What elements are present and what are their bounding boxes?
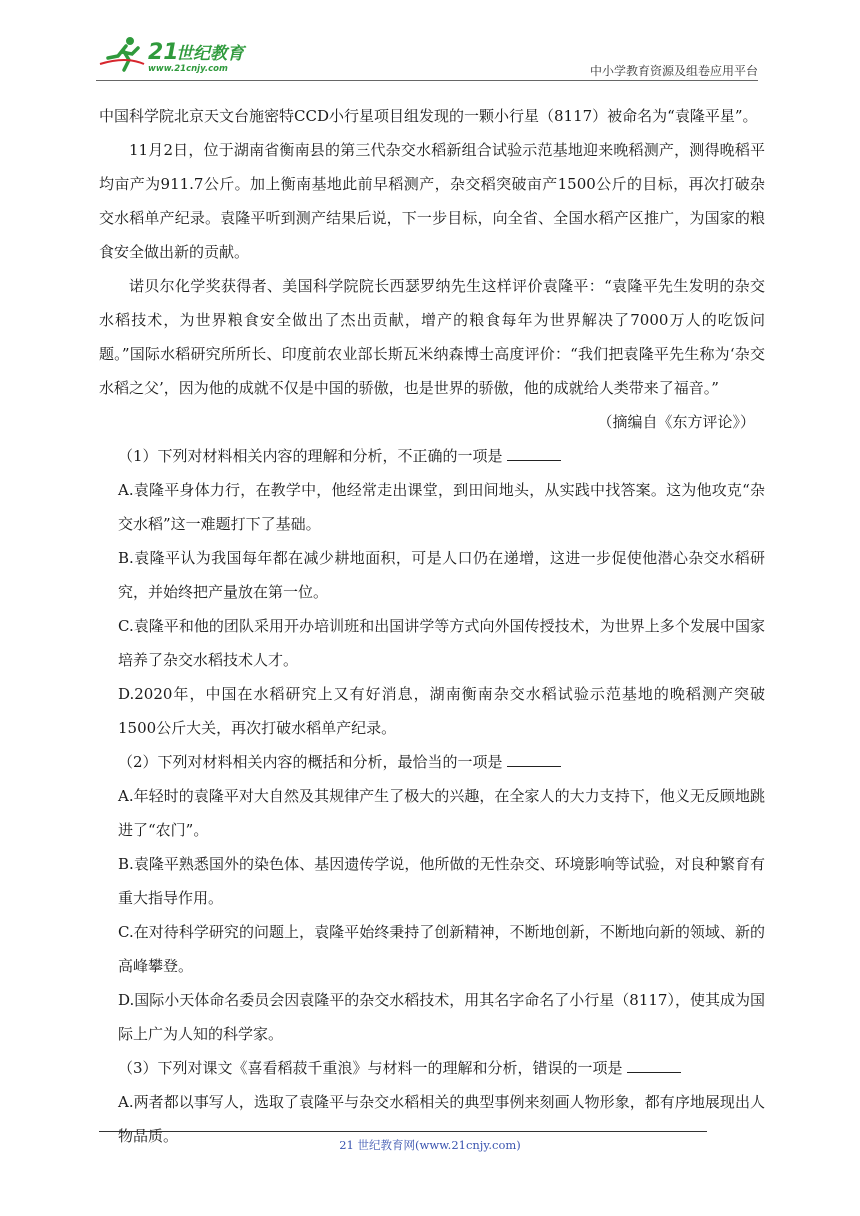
footer-link[interactable]: 21 世纪教育网(www.21cnjy.com)	[339, 1138, 521, 1152]
question-stem: （2）下列对材料相关内容的概括和分析，最恰当的一项是	[99, 745, 765, 779]
passage-paragraph: 诺贝尔化学奖获得者、美国科学院院长西瑟罗纳先生这样评价袁隆平：“袁隆平先生发明的杂交水稻技术，为世界粮食安全做出了杰出贡献，增产的粮食每年为世界解决了7000万人的吃饭问题。”国际水稻研究所所长、印度前农业部长斯瓦米纳森博士高度评价：“我们把袁隆平先生称为‘杂交水稻之父’，因为他的成就不仅是中国的骄傲，也是世界的骄傲，他的成就给人类带来了福音。”	[99, 277, 765, 397]
site-logo	[96, 34, 266, 74]
answer-blank[interactable]	[627, 1058, 681, 1073]
question-option: C.袁隆平和他的团队采用开办培训班和出国讲学等方式向外国传授技术，为世界上多个发展中国家培养了杂交水稻技术人才。	[118, 617, 765, 669]
runner-icon	[100, 37, 144, 70]
question-option: B.袁隆平熟悉国外的染色体、基因遗传学说，他所做的无性杂交、环境影响等试验，对良种繁育有重大指导作用。	[118, 855, 765, 907]
question-option: B.袁隆平认为我国每年都在减少耕地面积，可是人口仍在递增，这进一步促使他潜心杂交水稻研究，并始终把产量放在第一位。	[118, 549, 765, 601]
passage-paragraph: 中国科学院北京天文台施密特CCD小行星项目组发现的一颗小行星（8117）被命名为“袁隆平星”。	[99, 107, 758, 125]
source-citation: （摘编自《东方评论》）	[597, 413, 755, 431]
platform-name: 中小学教育资源及组卷应用平台	[589, 64, 758, 78]
footer-divider	[99, 1131, 707, 1132]
logo-text: 世纪教育	[176, 44, 244, 64]
document-body	[99, 99, 765, 1153]
question-stem: （3）下列对课文《喜看稻菽千重浪》与材料一的理解和分析，错误的一项是	[99, 1051, 765, 1085]
question-option: A.年轻时的袁隆平对大自然及其规律产生了极大的兴趣，在全家人的大力支持下，他义无反顾地跳进了“农门”。	[118, 787, 765, 839]
question-option: C.在对待科学研究的问题上，袁隆平始终秉持了创新精神，不断地创新，不断地向新的领域、新的高峰攀登。	[118, 923, 765, 975]
answer-blank[interactable]	[507, 446, 561, 461]
question-stem: （1）下列对材料相关内容的理解和分析，不正确的一项是	[99, 439, 765, 473]
logo-url: www.21cnjy.com	[148, 64, 228, 74]
answer-blank[interactable]	[507, 752, 561, 767]
header-divider	[96, 80, 758, 81]
question-option: D.国际小天体命名委员会因袁隆平的杂交水稻技术，用其名字命名了小行星（8117），使其成为国际上广为人知的科学家。	[118, 991, 765, 1043]
page-header	[96, 30, 758, 80]
passage-paragraph: 11月2日，位于湖南省衡南县的第三代杂交水稻新组合试验示范基地迎来晚稻测产，测得晚稻平均亩产为911.7公斤。加上衡南基地此前早稻测产，杂交稻突破亩产1500公斤的目标，再次打破杂交水稻单产纪录。袁隆平听到测产结果后说，下一步目标，向全省、全国水稻产区推广，为国家的粮食安全做出新的贡献。	[99, 141, 765, 261]
question-option: D.2020年，中国在水稻研究上又有好消息，湖南衡南杂交水稻试验示范基地的晚稻测产突破1500公斤大关，再次打破水稻单产纪录。	[118, 685, 765, 737]
svg-text:21: 21	[148, 40, 179, 65]
question-option: A.袁隆平身体力行，在教学中，他经常走出课堂，到田间地头，从实践中找答案。这为他攻克“杂交水稻”这一难题打下了基础。	[118, 481, 765, 533]
question-option: A.两者都以事写人，选取了袁隆平与杂交水稻相关的典型事例来刻画人物形象，都有序地展现出人物品质。	[118, 1093, 765, 1145]
